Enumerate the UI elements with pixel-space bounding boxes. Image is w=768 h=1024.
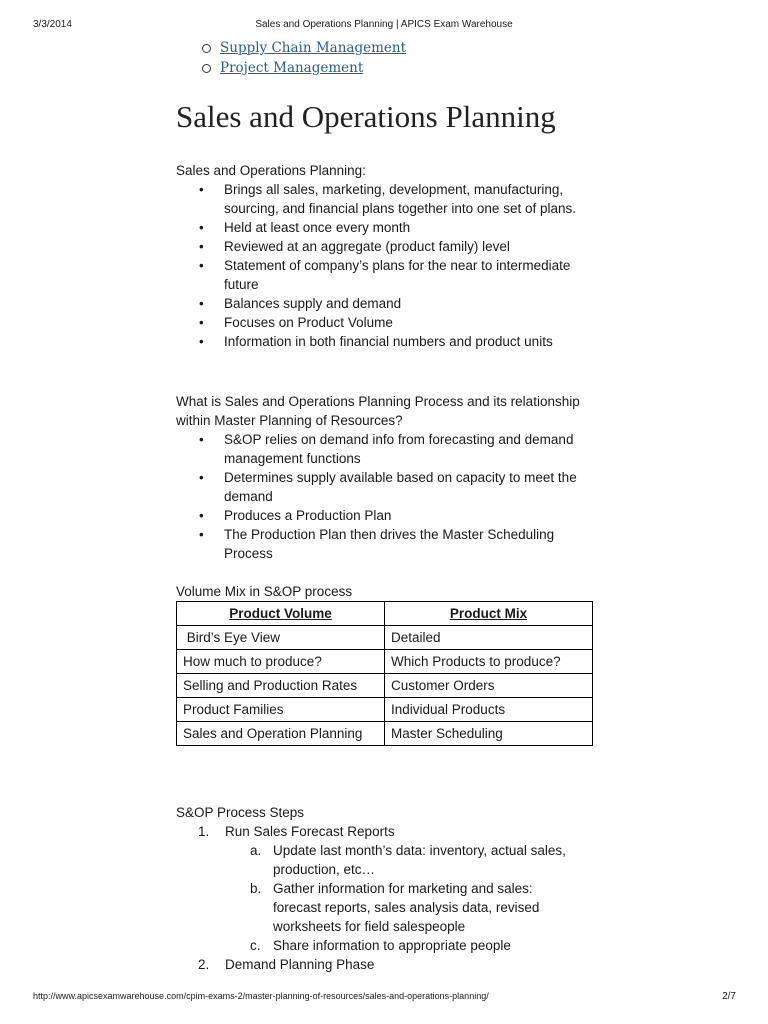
table-cell: Selling and Production Rates bbox=[177, 674, 385, 698]
list-item bbox=[176, 256, 604, 294]
list-item bbox=[176, 313, 604, 332]
list-item-text: Information in both financial numbers and product units bbox=[224, 334, 553, 349]
list-item bbox=[225, 936, 573, 955]
list-item bbox=[176, 430, 604, 468]
list-item-text: Produces a Production Plan bbox=[224, 508, 392, 523]
table-caption: Volume Mix in S&OP process bbox=[176, 584, 353, 599]
bullet-icon: • bbox=[199, 182, 204, 197]
list-number: 1. bbox=[198, 824, 210, 839]
table-cell: Master Scheduling bbox=[385, 722, 593, 746]
section-title: S&OP Process Steps bbox=[176, 805, 305, 820]
section-intro: Sales and Operations Planning: bbox=[176, 163, 366, 178]
bullet-icon: • bbox=[199, 220, 204, 235]
list-item-text: Held at least once every month bbox=[224, 220, 411, 235]
list-item bbox=[176, 525, 604, 563]
list-item-text: Determines supply available based on capacity to meet the demand bbox=[224, 470, 577, 504]
circle-bullet-icon bbox=[202, 64, 211, 73]
list-item-text: S&OP relies on demand info from forecasting and demand management functions bbox=[224, 432, 574, 466]
volume-mix-table bbox=[176, 601, 593, 746]
table-cell: How much to produce? bbox=[177, 650, 385, 674]
table-cell: Product Families bbox=[177, 698, 385, 722]
section-overview bbox=[176, 161, 604, 351]
related-links-list bbox=[200, 38, 406, 78]
list-item bbox=[176, 506, 604, 525]
page-title: Sales and Operations Planning bbox=[176, 99, 556, 134]
table-header-row bbox=[177, 602, 593, 626]
section-intro: What is Sales and Operations Planning Process and its relationship within Master Planning of Resources? bbox=[176, 394, 580, 428]
list-letter: c. bbox=[250, 938, 261, 953]
bullet-icon: • bbox=[199, 315, 204, 330]
column-header: Product Volume bbox=[177, 602, 385, 626]
table-cell: Individual Products bbox=[385, 698, 593, 722]
list-item-text: Brings all sales, marketing, development, manufacturing, sourcing, and financial plans together into one set of plans. bbox=[224, 182, 576, 216]
circle-bullet-icon bbox=[202, 44, 211, 53]
bullet-icon: • bbox=[199, 258, 204, 273]
table-row bbox=[177, 674, 593, 698]
table-row bbox=[177, 650, 593, 674]
page-number: 2/7 bbox=[722, 991, 736, 1002]
print-date: 3/3/2014 bbox=[33, 19, 72, 30]
bullet-icon: • bbox=[199, 296, 204, 311]
table-cell: Sales and Operation Planning bbox=[177, 722, 385, 746]
list-item bbox=[225, 879, 573, 936]
table-row bbox=[177, 626, 593, 650]
list-item-text: Share information to appropriate people bbox=[273, 938, 511, 953]
list-item-text: Run Sales Forecast Reports bbox=[225, 824, 395, 839]
sub-list bbox=[225, 841, 573, 955]
table-cell: Customer Orders bbox=[385, 674, 593, 698]
list-item-text: Balances supply and demand bbox=[224, 296, 402, 311]
table-row bbox=[177, 722, 593, 746]
list-item bbox=[176, 332, 604, 351]
bullet-list bbox=[176, 430, 606, 563]
link-project-management[interactable]: Project Management bbox=[220, 60, 364, 76]
list-item bbox=[200, 58, 406, 78]
bullet-icon: • bbox=[199, 470, 204, 485]
table-cell: Which Products to produce? bbox=[385, 650, 593, 674]
numbered-list bbox=[176, 822, 573, 974]
list-item-text: Gather information for marketing and sales: forecast reports, sales analysis data, revised worksheets for field salespeople bbox=[273, 881, 540, 934]
table-cell: Detailed bbox=[385, 626, 593, 650]
list-item-text: Statement of company’s plans for the near to intermediate future bbox=[224, 258, 571, 292]
list-item-text: Update last month’s data: inventory, actual sales, production, etc… bbox=[273, 843, 566, 877]
section-process bbox=[176, 392, 606, 563]
list-letter: b. bbox=[250, 881, 262, 896]
list-item bbox=[176, 294, 604, 313]
table-cell: Bird’s Eye View bbox=[177, 626, 385, 650]
bullet-icon: • bbox=[199, 527, 204, 542]
list-number: 2. bbox=[198, 957, 210, 972]
bullet-icon: • bbox=[199, 334, 204, 349]
list-letter: a. bbox=[250, 843, 262, 858]
bullet-icon: • bbox=[199, 432, 204, 447]
list-item bbox=[200, 38, 406, 58]
list-item bbox=[176, 180, 604, 218]
list-item bbox=[225, 841, 573, 879]
bullet-list bbox=[176, 180, 604, 351]
bullet-icon: • bbox=[199, 508, 204, 523]
table-row bbox=[177, 698, 593, 722]
list-item-text: Focuses on Product Volume bbox=[224, 315, 393, 330]
list-item bbox=[176, 218, 604, 237]
list-item bbox=[176, 955, 573, 974]
list-item bbox=[176, 468, 604, 506]
column-header: Product Mix bbox=[385, 602, 593, 626]
print-footer-url: http://www.apicsexamwarehouse.com/cpim-exams-2/master-planning-of-resources/sales-and-operations-planning/ bbox=[33, 991, 489, 1001]
list-item-text: Reviewed at an aggregate (product family) level bbox=[224, 239, 510, 254]
list-item-text: Demand Planning Phase bbox=[225, 957, 375, 972]
section-steps bbox=[176, 803, 573, 974]
print-header-title: Sales and Operations Planning | APICS Exam Warehouse bbox=[255, 19, 513, 30]
list-item-text: The Production Plan then drives the Master Scheduling Process bbox=[224, 527, 555, 561]
list-item bbox=[176, 237, 604, 256]
link-supply-chain-management[interactable]: Supply Chain Management bbox=[220, 40, 406, 56]
list-item bbox=[176, 822, 573, 955]
bullet-icon: • bbox=[199, 239, 204, 254]
